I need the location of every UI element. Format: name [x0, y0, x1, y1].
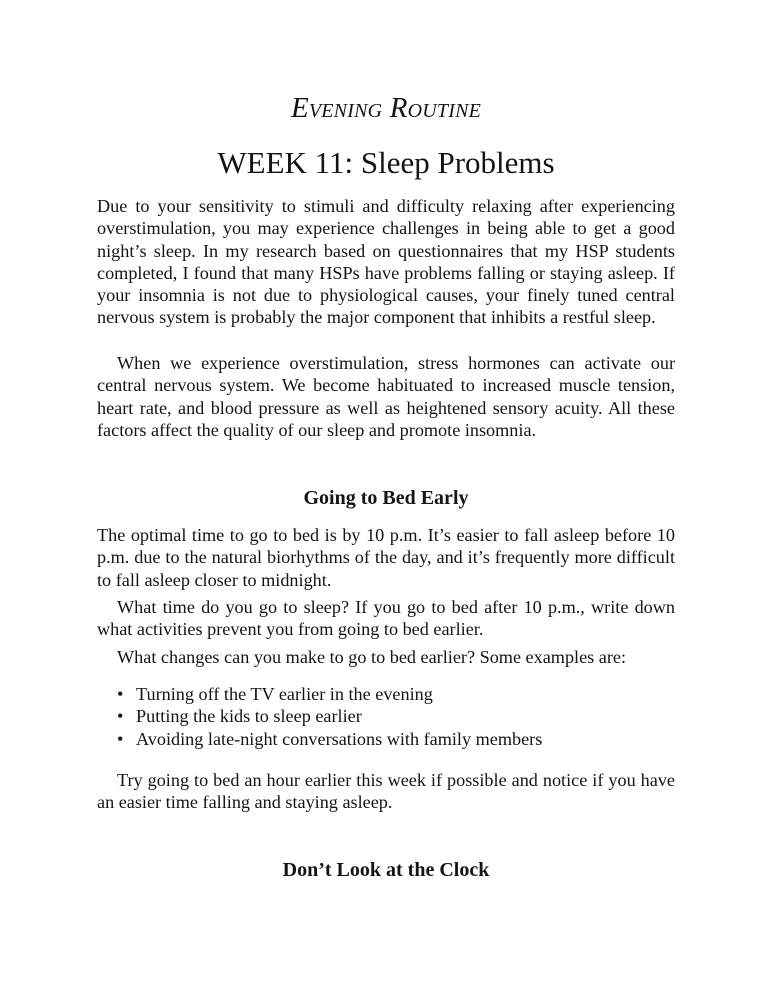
examples-list: [97, 683, 675, 750]
bullet-icon: •: [117, 728, 124, 749]
week-title: WEEK 11: Sleep Problems: [217, 145, 555, 180]
bed-early-paragraph-2: What time do you go to sleep? If you go to bed after 10 p.m., write down what activities prevent you from going to bed earlier.: [97, 597, 675, 640]
book-page: [97, 0, 675, 1000]
section-heading-going-to-bed-early: Going to Bed Early: [303, 487, 469, 509]
bullet-icon: •: [117, 684, 124, 704]
list-item-text: Putting the kids to sleep earlier: [136, 706, 362, 727]
intro-paragraph-1: Due to your sensitivity to stimuli and difficulty relaxing after experiencing overstimulation, you may experience challenges in being able to get a good night’s sleep. In my research based on questionnaires that my HSP students completed, I found that many HSPs have problems falling or staying asleep. If your insomnia is not due to physiological causes, your finely tuned central nervous system is probably the major component that inhibits a restful sleep.: [97, 196, 675, 328]
bullet-icon: •: [117, 706, 124, 727]
list-item-text: Turning off the TV earlier in the evening: [136, 684, 433, 704]
section-heading-dont-look-at-the-clock: Don’t Look at the Clock: [282, 859, 490, 881]
chapter-title: Evening Routine: [290, 92, 482, 124]
list-item: [97, 728, 675, 750]
intro-paragraph-2: When we experience overstimulation, stress hormones can activate our central nervous system. We become habituated to increased muscle tension, heart rate, and blood pressure as well as heightened sensory acuity. All these factors affect the quality of our sleep and promote insomnia.: [97, 353, 675, 440]
bed-early-paragraph-1: The optimal time to go to bed is by 10 p.m. It’s easier to fall asleep before 10 p.m. due to the natural biorhythms of the day, and it’s frequently more difficult to fall asleep closer to midnight.: [97, 525, 675, 590]
bed-early-paragraph-3: What changes can you make to go to bed earlier? Some examples are:: [117, 647, 627, 667]
bed-early-paragraph-4: Try going to bed an hour earlier this week if possible and notice if you have an easier time falling and staying asleep.: [97, 770, 675, 813]
list-item: [97, 705, 675, 727]
list-item: [97, 683, 675, 705]
list-item-text: Avoiding late-night conversations with family members: [136, 728, 543, 749]
